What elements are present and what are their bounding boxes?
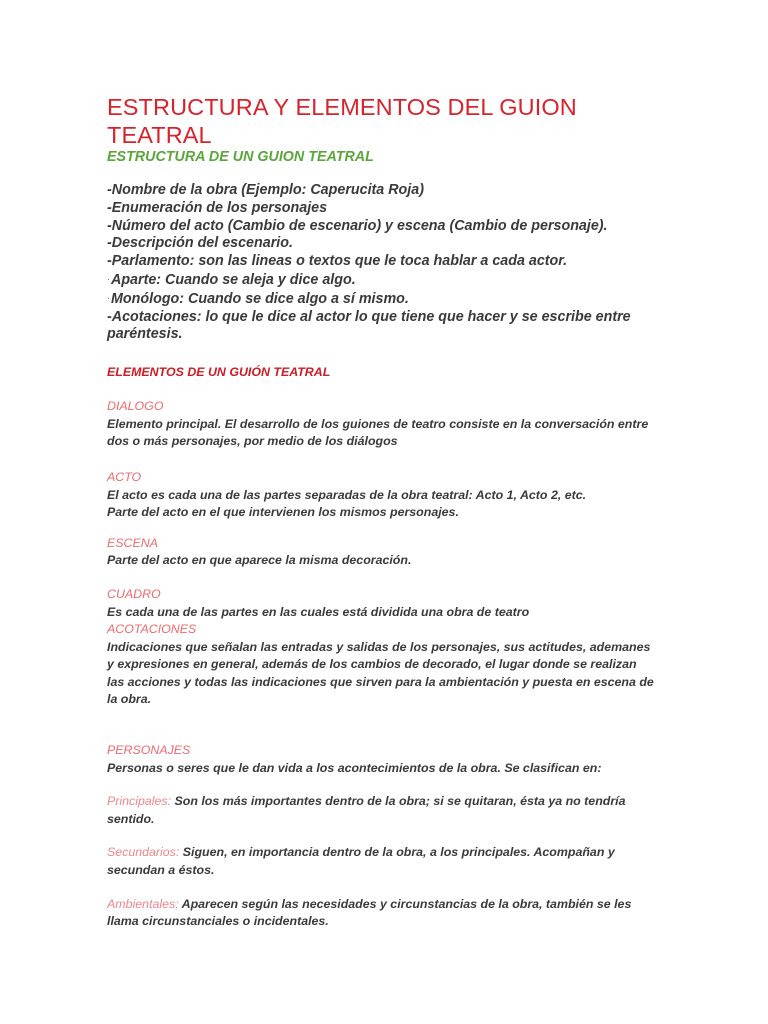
character-term: Secundarios: — [107, 845, 180, 860]
element-description: y expresiones en general, además de los cambios de decorado, el lugar donde se realizan — [107, 657, 637, 672]
element-description: Es cada una de las partes en las cuales está dividida una obra de teatro — [107, 604, 530, 619]
structure-item — [107, 271, 667, 290]
character-line — [107, 896, 667, 914]
character-description: secundan a éstos. — [107, 863, 215, 878]
document-content — [107, 93, 667, 931]
element-acotaciones — [107, 621, 667, 709]
structure-item: -Descripción del escenario. — [107, 235, 293, 252]
character-term: Principales: — [107, 794, 172, 809]
structure-item: -Parlamento: son las lineas o textos que le toca hablar a cada actor. — [107, 253, 568, 270]
element-escena — [107, 535, 667, 570]
structure-item: -Enumeración de los personajes — [107, 199, 328, 216]
structure-list — [107, 182, 667, 344]
element-description: la obra. — [107, 692, 152, 707]
character-principales — [107, 793, 667, 828]
elements-heading: ELEMENTOS DE UN GUIÓN TEATRAL — [107, 365, 331, 380]
element-acto — [107, 469, 667, 522]
element-cuadro — [107, 586, 667, 621]
element-term: ACTO — [107, 469, 142, 484]
character-description: Son los más importantes dentro de la obra; si se quitaran, ésta ya no tendría — [174, 794, 626, 809]
structure-item-text: Aparte: Cuando se aleja y dice algo. — [111, 271, 356, 288]
character-line — [107, 844, 667, 862]
element-description: dos o más personajes, por medio de los diálogos — [107, 434, 398, 449]
element-term: PERSONAJES — [107, 743, 191, 758]
character-secundarios — [107, 844, 667, 879]
element-description: Parte del acto en el que intervienen los mismos personajes. — [107, 505, 459, 520]
character-description: Aparecen según las necesidades y circunstancias de la obra, también se les — [181, 896, 632, 911]
structure-item-text: Monólogo: Cuando se dice algo a sí mismo. — [111, 290, 409, 307]
character-description: sentido. — [107, 811, 155, 826]
element-term: ESCENA — [107, 535, 158, 550]
element-term: DIALOGO — [107, 399, 164, 414]
element-term: CUADRO — [107, 586, 161, 601]
character-description: Siguen, en importancia dentro de la obra, a los principales. Acompañan y — [182, 845, 615, 860]
element-dialogo — [107, 398, 667, 451]
element-description: las acciones y todas las indicaciones que sirven para la ambientación y puesta en escena de — [107, 674, 654, 689]
element-description: El acto es cada una de las partes separadas de la obra teatral: Acto 1, Acto 2, etc. — [107, 487, 587, 502]
element-term: ACOTACIONES — [107, 622, 197, 637]
structure-item: -Nombre de la obra (Ejemplo: Caperucita Roja) — [107, 182, 424, 198]
structure-subtitle: ESTRUCTURA DE UN GUION TEATRAL — [107, 149, 374, 165]
bullet-icon: · — [107, 273, 110, 284]
element-description: Elemento principal. El desarrollo de los guiones de teatro consiste en la conversación entre — [107, 416, 649, 431]
element-description: Personas o seres que le dan vida a los acontecimientos de la obra. Se clasifican en: — [107, 760, 602, 775]
structure-item: -Número del acto (Cambio de escenario) y escena (Cambio de personaje). — [107, 217, 608, 234]
structure-item — [107, 290, 667, 309]
element-description: Indicaciones que señalan las entradas y salidas de los personajes, sus actitudes, ademanes — [107, 639, 651, 654]
page-title: ESTRUCTURA Y ELEMENTOS DEL GUION TEATRAL — [107, 94, 577, 148]
bullet-icon: · — [107, 292, 110, 303]
structure-item: -Acotaciones: lo que le dice al actor lo que tiene que hacer y se escribe entre paréntesis. — [107, 308, 631, 343]
character-term: Ambientales: — [107, 896, 179, 911]
element-personajes — [107, 742, 667, 777]
character-line — [107, 793, 667, 811]
character-ambientales — [107, 896, 667, 931]
element-description: Parte del acto en que aparece la misma decoración. — [107, 553, 412, 568]
character-description: llama circunstanciales o incidentales. — [107, 914, 329, 929]
